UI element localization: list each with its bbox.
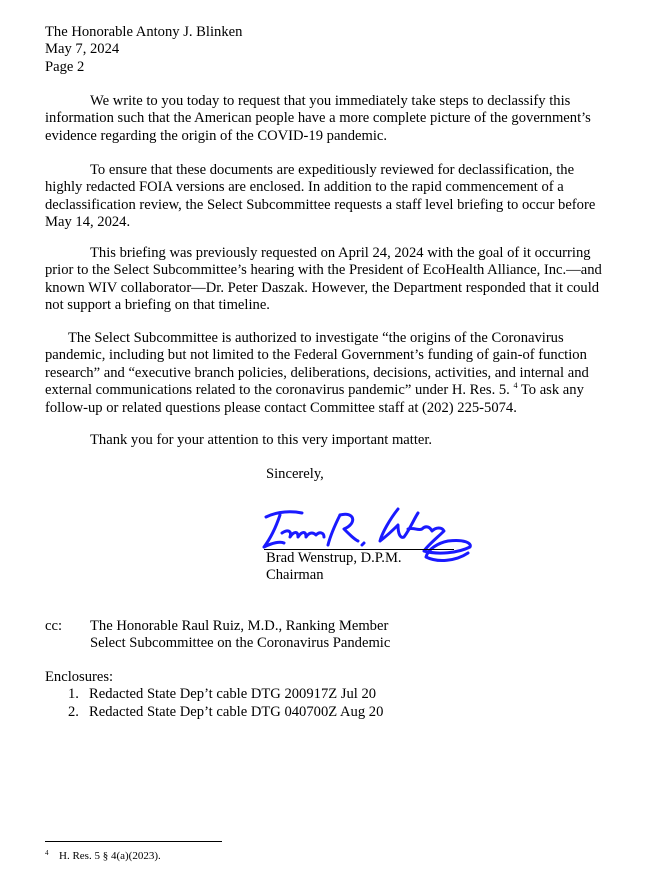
enclosure-number: 2. [68, 703, 79, 720]
letter-header [45, 24, 625, 76]
cc-label: cc: [45, 618, 63, 634]
paragraph-thanks [45, 432, 625, 449]
paragraph-line: follow-up or related questions please contact Committee staff at (202) 225-5074. [45, 399, 517, 416]
cc-line: Select Subcommittee on the Coronavirus Pandemic [90, 635, 391, 652]
footnote-mark: 4 [45, 849, 49, 857]
enclosures-block [45, 669, 383, 721]
footnote-reference[interactable]: 4 [513, 381, 518, 391]
signer-name: Brad Wenstrup, D.P.M. [266, 550, 402, 566]
paragraph-line: We write to you today to request that you immediately take steps to declassify this [90, 93, 571, 109]
footnote-text: H. Res. 5 § 4(a)(2023). [59, 850, 161, 862]
paragraph-line: Thank you for your attention to this very important matter. [90, 432, 433, 448]
paragraph-line: known WIV collaborator—Dr. Peter Daszak. However, the Department responded that it could [45, 279, 600, 296]
enclosure-number: 1. [68, 686, 79, 703]
enclosure-text: Redacted State Dep’t cable DTG 200917Z Jul 20 [89, 686, 377, 703]
paragraph-enclosed-documents [45, 162, 625, 232]
paragraph-line: The Select Subcommittee is authorized to investigate “the origins of the Coronavirus [68, 330, 564, 346]
page-number: Page 2 [45, 58, 85, 75]
paragraph-line: May 14, 2024. [45, 214, 131, 231]
enclosure-item [45, 686, 383, 703]
paragraph-authority [45, 330, 625, 417]
enclosure-text: Redacted State Dep’t cable DTG 040700Z Aug 20 [89, 703, 384, 720]
paragraph-line: This briefing was previously requested on April 24, 2024 with the goal of it occurring [90, 245, 591, 261]
cc-recipients [90, 618, 390, 653]
signature-stroke [264, 512, 324, 547]
footnote-separator [45, 841, 222, 842]
letter-date: May 7, 2024 [45, 41, 120, 58]
paragraph-line: pandemic, including but not limited to the Federal Government’s funding of gain-of function [45, 347, 587, 364]
paragraph-line [45, 382, 625, 399]
cc-line: The Honorable Raul Ruiz, M.D., Ranking Member [90, 618, 389, 634]
paragraph-line: declassification review, the Select Subcommittee requests a staff level briefing to occur before [45, 196, 596, 213]
paragraph-declassify-request [45, 93, 625, 145]
paragraph-line: prior to the Select Subcommittee’s hearing with the President of EcoHealth Alliance, Inc.—and [45, 262, 602, 279]
enclosures-heading: Enclosures: [45, 669, 114, 685]
paragraph-line: not support a briefing on that timeline. [45, 297, 270, 314]
signer-block [266, 550, 402, 585]
paragraph-line: highly redacted FOIA versions are enclosed. In addition to the rapid commencement of a [45, 179, 564, 196]
recipient-name: The Honorable Antony J. Blinken [45, 24, 243, 40]
paragraph-briefing-history [45, 245, 625, 315]
paragraph-line: To ensure that these documents are expeditiously reviewed for declassification, the [90, 162, 575, 178]
valediction: Sincerely, [266, 466, 324, 482]
paragraph-line: research” and “executive branch policies, deliberations, decisions, activities, and internal and [45, 364, 589, 381]
enclosure-item [45, 704, 383, 721]
paragraph-line: information such that the American people have a more complete picture of the government’s [45, 110, 591, 127]
paragraph-line-text: external communications related to the coronavirus pandemic” under H. Res. 5. [45, 382, 510, 399]
paragraph-line-text: To ask any [517, 382, 584, 399]
signature-stroke [328, 514, 364, 545]
paragraph-line: evidence regarding the origin of the COVID-19 pandemic. [45, 127, 388, 144]
signer-title: Chairman [266, 567, 324, 584]
